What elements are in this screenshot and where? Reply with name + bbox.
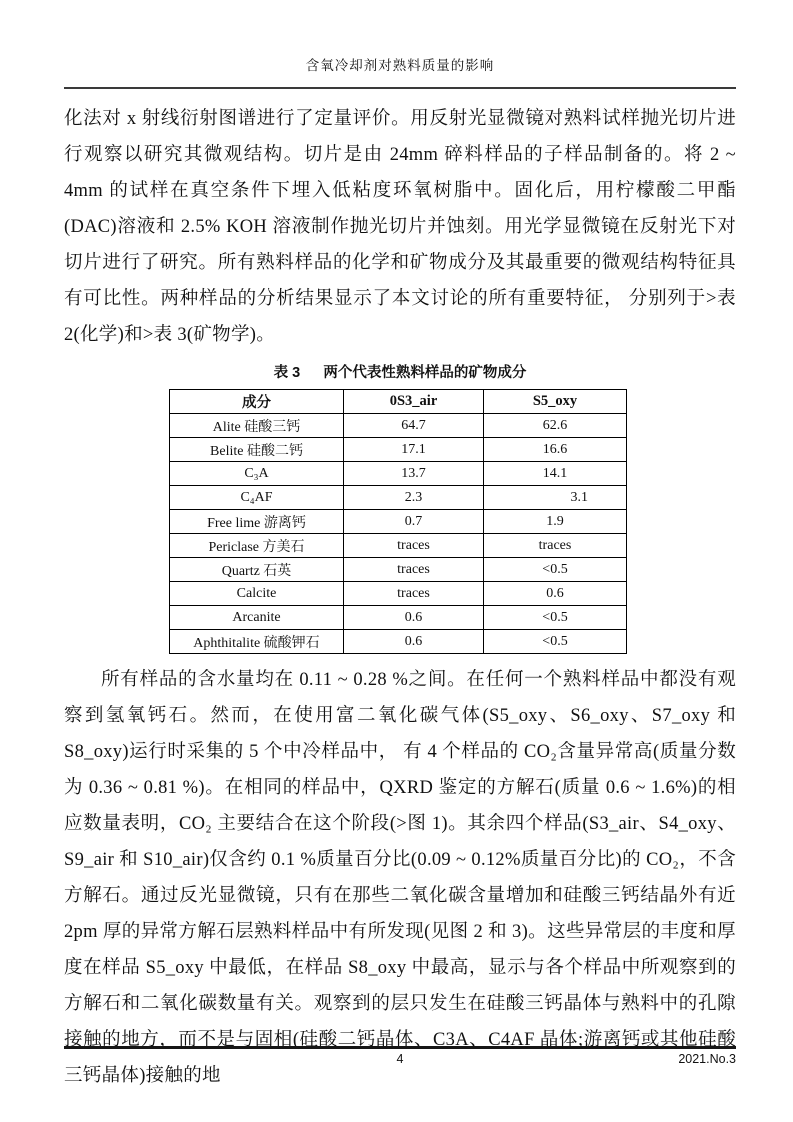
table-caption-title: 两个代表性熟料样品的矿物成分 [323, 365, 527, 381]
mineral-composition-table [169, 389, 627, 654]
cell-s3-air: 0.6 [344, 606, 484, 630]
table-row [170, 606, 627, 630]
table-row [170, 630, 627, 654]
cell-component: Alite 硅酸三钙 [170, 414, 344, 438]
cell-component: Belite 硅酸二钙 [170, 438, 344, 462]
page-header [64, 0, 736, 89]
column-header-component: 成分 [170, 390, 344, 414]
cell-s5-oxy: 1.9 [484, 510, 627, 534]
footer-row [64, 1052, 736, 1066]
cell-s3-air: 13.7 [344, 462, 484, 486]
cell-component: C₃A [170, 462, 344, 486]
issue-number: 2021.No.3 [678, 1052, 736, 1066]
cell-s5-oxy: <0.5 [484, 606, 627, 630]
paragraph-results: 所有样品的含水量均在 0.11 ~ 0.28 %之间。在任何一个熟料样品中都没有观察到氢氧钙石。然而，在使用富二氧化碳气体(S5_oxy、S6_oxy、S7_oxy 和 S8_oxy)运行时采集的 5 个中冷样品中， 有 4 个样品的 CO₂含量异常高(质量分数为 0.36 ~ 0.81 %)。在相同的样品中，QXRD 鉴定的方解石(质量 0.6 ~ 1.6%)的相应数量表明，CO₂ 主要结合在这个阶段(>图 1)。其余四个样品(S3_air、S4_oxy、S9_air 和 S10_air)仅含约 0.1 %质量百分比(0.09 ~ 0.12%质量百分比)的 CO₂，不含方解石。通过反光显微镜，只有在那些二氧化碳含量增加和硅酸三钙结晶外有近 2pm 厚的异常方解石层熟料样品中有所发现(见图 2 和 3)。这些异常层的丰度和厚度在样品 S5_oxy 中最低，在样品 S8_oxy 中最高，显示与各个样品中所观察到的方解石和二氧化碳数量有关。观察到的层只发生在硅酸三钙晶体与熟料中的孔隙接触的地方，而不是与固相(硅酸二钙晶体、C3A、C4AF 晶体;游离钙或其他硅酸三钙晶体)接触的地 [64, 670, 736, 1086]
page-number: 4 [396, 1052, 404, 1066]
table-row [170, 558, 627, 582]
cell-s3-air: traces [344, 582, 484, 606]
table-row [170, 438, 627, 462]
header-rule [64, 87, 736, 89]
table-caption-label: 表 3 [273, 365, 301, 381]
cell-s5-oxy: 0.6 [484, 582, 627, 606]
cell-s5-oxy: 62.6 [484, 414, 627, 438]
cell-s3-air: 0.6 [344, 630, 484, 654]
cell-component: Quartz 石英 [170, 558, 344, 582]
table-row [170, 510, 627, 534]
cell-s5-oxy: traces [484, 534, 627, 558]
cell-s3-air: 17.1 [344, 438, 484, 462]
table-header-row [170, 390, 627, 414]
cell-s5-oxy: 3.1 [484, 486, 627, 510]
table-caption [64, 361, 736, 382]
table-row [170, 534, 627, 558]
table-row [170, 582, 627, 606]
paragraph-methods: 化法对 x 射线衍射图谱进行了定量评价。用反射光显微镜对熟料试样抛光切片进行观察以研究其微观结构。切片是由 24mm 碎料样品的子样品制备的。将 2 ~ 4mm 的试样在真空条件下埋入低粘度环氧树脂中。固化后，用柠檬酸二甲酯(DAC)溶液和 2.5% KOH 溶液制作抛光切片并蚀刻。用光学显微镜在反射光下对切片进行了研究。所有熟料样品的化学和矿物成分及其最重要的微观结构特征具有可比性。两种样品的分析结果显示了本文讨论的所有重要特征， 分别列于>表 2(化学)和>表 3(矿物学)。 [64, 109, 736, 345]
cell-component: Periclase 方美石 [170, 534, 344, 558]
cell-component: Aphthitalite 硫酸钾石 [170, 630, 344, 654]
running-title: 含氧冷却剂对熟料质量的影响 [305, 58, 495, 73]
cell-s3-air: 0.7 [344, 510, 484, 534]
footer-rule [64, 1046, 736, 1049]
cell-component: Arcanite [170, 606, 344, 630]
table-row [170, 414, 627, 438]
cell-s5-oxy: 16.6 [484, 438, 627, 462]
cell-s3-air: 2.3 [344, 486, 484, 510]
table-row [170, 486, 627, 510]
table-row [170, 462, 627, 486]
cell-s5-oxy: <0.5 [484, 558, 627, 582]
cell-component: Calcite [170, 582, 344, 606]
page-footer [64, 1046, 736, 1066]
cell-s3-air: traces [344, 558, 484, 582]
column-header-s5-oxy: S5_oxy [484, 390, 627, 414]
cell-component: C₄AF [170, 486, 344, 510]
column-header-s3-air: 0S3_air [344, 390, 484, 414]
cell-s5-oxy: <0.5 [484, 630, 627, 654]
cell-component: Free lime 游离钙 [170, 510, 344, 534]
cell-s3-air: 64.7 [344, 414, 484, 438]
cell-s3-air: traces [344, 534, 484, 558]
cell-s5-oxy: 14.1 [484, 462, 627, 486]
